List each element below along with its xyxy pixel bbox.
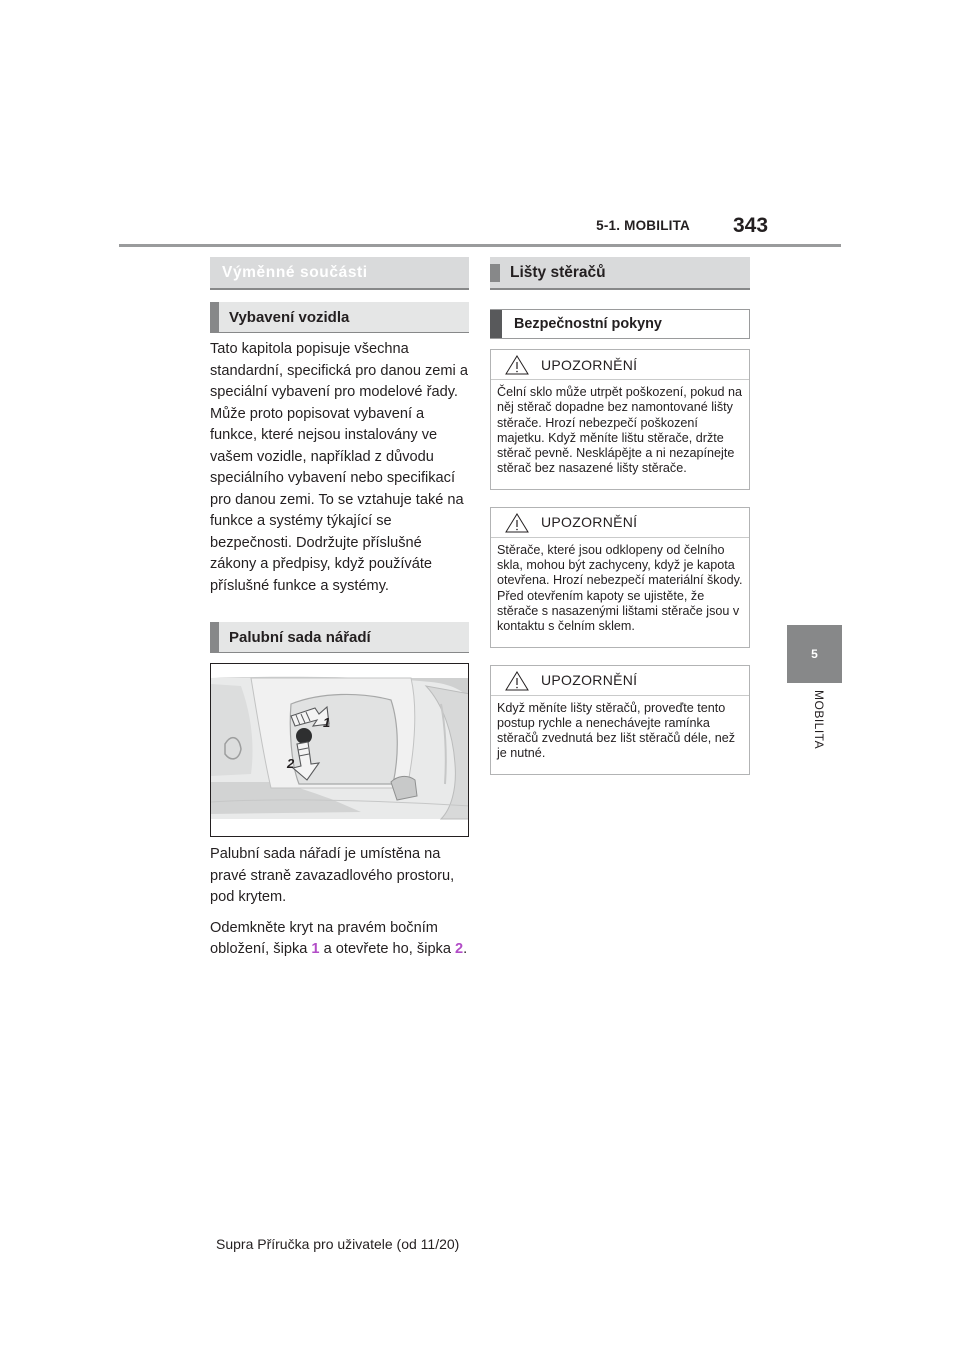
- heading-text: Lišty stěračů: [490, 264, 606, 282]
- warning-box-3: [490, 665, 750, 775]
- footer-text: Supra Příručka pro uživatele (od 11/20): [216, 1236, 460, 1252]
- chapter-label: MOBILITA: [812, 690, 826, 750]
- text-segment: Odemkněte kryt na pravém bočním obložení, šipka: [210, 919, 438, 957]
- tool-kit-figure: [210, 663, 469, 837]
- warning-header: [491, 666, 749, 696]
- warning-header: [491, 508, 749, 538]
- left-column: [210, 257, 469, 961]
- page-number: 343: [733, 214, 769, 237]
- warning-triangle-icon: [505, 513, 529, 533]
- safety-bar: [490, 310, 502, 338]
- heading-replaceable-parts: [210, 257, 469, 290]
- text-segment: a otevřete ho, šipka: [319, 941, 456, 957]
- text-segment: .: [463, 941, 468, 957]
- arrow-ref-2: 2: [455, 941, 464, 957]
- safety-notes-box: [490, 309, 750, 339]
- chapter-tab: [787, 625, 842, 683]
- paragraph-tool-kit-location: Palubní sada nářadí je umístěna na pravé straně zavazadlového prostoru, pod krytem.: [210, 846, 455, 905]
- heading-wiper-blades: [490, 257, 750, 290]
- safety-title: Bezpečnostní pokyny: [514, 316, 662, 332]
- section-title: 5-1. MOBILITA: [596, 218, 690, 233]
- warning-title: UPOZORNĚNÍ: [541, 514, 638, 531]
- warning-header: [491, 350, 749, 380]
- right-column: [490, 257, 750, 775]
- warning-box-1: [490, 349, 750, 490]
- header-rule: [119, 244, 841, 247]
- warning-title: UPOZORNĚNÍ: [541, 672, 638, 689]
- heading-text: Výměnné součásti: [222, 263, 368, 281]
- paragraph-equipment: Tato kapitola popisuje všechna standardní, specifická pro danou zemi a speciální vybavení pro modelové řady. Může proto popisovat vybavení a funkce, které nejsou instalovány ve vašem vozidle, například z důvodu speciálního vybavení nebo specifikací pro danou zemi. To se vztahuje také na funkce a systémy týkající se bezpečnosti. Dodržujte příslušné zákony a předpisy, když používáte příslušné funkce a systémy.: [210, 341, 468, 594]
- subheading-tool-kit: Palubní sada nářadí: [210, 622, 469, 653]
- paragraph-open-cover: [210, 918, 469, 961]
- warning-triangle-icon: [505, 671, 529, 691]
- warning-box-2: [490, 507, 750, 648]
- subheading-vehicle-equipment: Vybavení vozidla: [210, 302, 469, 333]
- chapter-number: 5: [811, 647, 818, 661]
- trunk-illustration: [211, 664, 469, 837]
- warning-text: Stěrače, které jsou odklopeny od čelního skla, mohou být zachyceny, když je kapota otevřena. Hrozí nebezpečí materiální škody. Před otevřením kapoty se ujistěte, že stěrače s nasazenými lištami stěrače jsou v kontaktu s čelním sklem.: [497, 542, 743, 634]
- warning-triangle-icon: [505, 355, 529, 375]
- warning-text: Když měníte lišty stěračů, proveďte tento postup rychle a nenechávejte ramínka stěračů zvednutá bez lišt stěračů déle, než je nutné.: [497, 700, 736, 761]
- warning-text: Čelní sklo může utrpět poškození, pokud na něj stěrač dopadne bez namontované lišty stěrače. Hrozí nebezpečí poškození majetku. Když měníte lištu stěrače, držte stěrač pevně. Nesklápějte a ni nezapínejte stěrač bez nasazené lišty stěrače.: [497, 385, 743, 476]
- arrow-ref-1: 1: [311, 941, 320, 957]
- arrow-label-2: 2: [287, 756, 295, 771]
- arrow-label-1: 1: [323, 715, 331, 730]
- warning-title: UPOZORNĚNÍ: [541, 356, 638, 373]
